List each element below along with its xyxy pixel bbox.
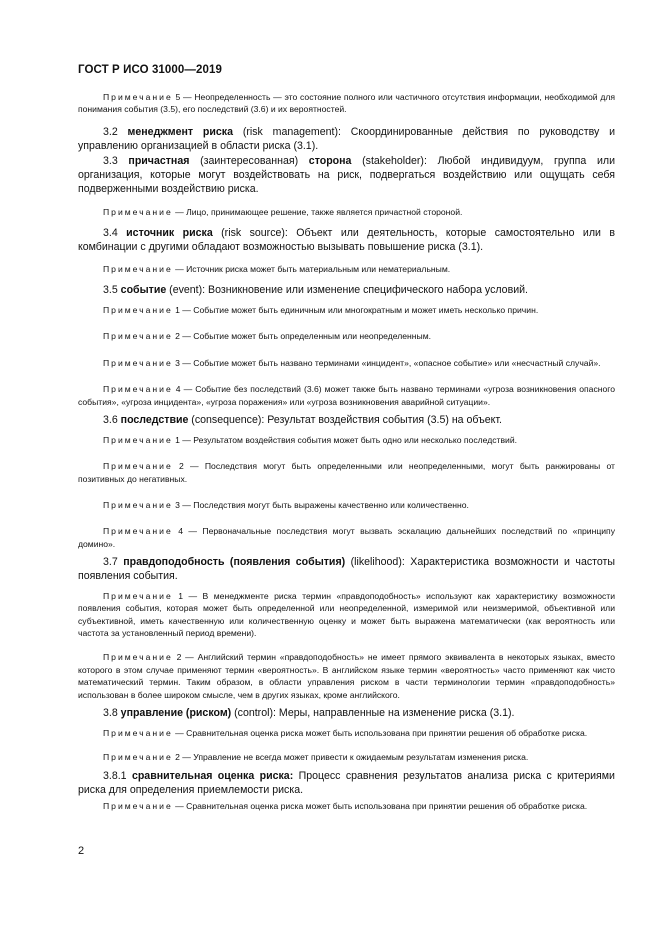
term-3-5 [78,284,615,298]
note-label: Примечание [103,801,173,812]
note-number: 3 [175,500,180,511]
note-5 [78,91,615,116]
note-text: — Лицо, принимающее решение, также является причастной стороной. [172,206,463,217]
term-title: причастная [128,155,190,168]
note-label: Примечание [103,384,173,395]
note-text: — Сравнительная оценка риска может быть использована при принятии решения об обработке риска. [175,727,588,738]
note-label: Примечание [103,500,173,511]
note-text: — Управление не всегда может привести к ожидаемым результатам изменения риска. [179,752,529,763]
note-text: — Последствия могут быть определенными или неопределенными, могут быть ранжированы от позитивных до негативных. [78,461,615,484]
note-text: — Источник риска может быть материальным или нематериальным. [172,263,451,274]
term-3-3 [78,155,615,196]
note-label: Примечание [103,206,173,217]
note-3-5-4 [78,383,615,408]
note-3-3 [78,206,615,218]
note-3-6-2 [78,460,615,485]
note-number: 4 [178,526,183,537]
term-3-2 [78,126,615,154]
note-3-5-3 [78,357,615,369]
note-number: 2 [175,331,180,342]
term-definition: (risk management): Скоординированные действия по руководству и управлению организацией в области риска (3.1). [78,125,615,152]
term-title: правдоподобность (появления события) [123,556,346,569]
term-number: 3.6 [103,414,121,427]
note-text: — Первоначальные последствия могут вызвать эскалацию дальнейших последствий по «принципу домино». [78,526,616,549]
term-title: менеджмент риска [127,125,234,138]
note-text: — Английский термин «правдоподобность» не имеет прямого эквивалента в некоторых языках, вместо которого в этом случае применяют термин «вероятность». В английском языке термин «вероятность» часто применяют как чисто математический термин. Таким образом, в области управления риском в части терминологии термин «правдоподобность» использован в более широком смысле, чем в других языках, кроме английского. [78,652,616,700]
term-definition: (stakeholder): Любой индивидуум, группа или организация, которые могут воздействовать на риск, подвергаться воздействию или ощущать себя подверженными воздействию риска. [78,155,616,195]
note-label: Примечание [103,727,173,738]
term-title: источник риска [126,227,213,240]
note-label: Примечание [103,357,173,368]
term-3-4 [78,227,615,255]
note-3-7-2 [78,651,615,701]
note-3-6-1 [78,434,615,446]
term-number: 3.2 [103,125,128,138]
note-number: 2 [179,461,184,472]
note-label: Примечание [103,331,173,342]
note-label: Примечание [103,263,173,274]
term-number: 3.7 [103,556,124,569]
term-number: 3.3 [103,155,129,168]
note-3-8-1-single [78,800,615,812]
term-definition: Процесс сравнения результатов анализа риска с критериями риска для определения приемлемости риска. [78,769,615,796]
note-number: 1 [175,305,180,315]
note-3-8-2 [78,751,615,763]
term-number: 3.5 [103,284,121,297]
note-text: — Событие может быть названо терминами «инцидент», «опасное событие» или «несчастный случай». [179,357,601,368]
term-definition: (likelihood): Характеристика возможности и частоты появления события. [78,556,615,583]
note-number: 4 [175,384,181,395]
note-label: Примечание [103,305,173,315]
note-number: 2 [176,652,182,663]
term-title: событие [120,284,167,297]
term-number: 3.8.1 [103,769,132,782]
note-label: Примечание [103,526,173,537]
term-3-8-1 [78,770,615,798]
term-title: сравнительная оценка риска: [131,769,294,782]
page-number: 2 [78,845,85,857]
note-text: — В менеджменте риска термин «правдоподобность» используют как характеристику возможности появления события, которая может быть определенной или неопределенной, измеримой или неизмеримой, объективной или субъективной, иметь качественную или количественную оценку и может быть выражена математически (как вероятность или частота за установленный период времени). [78,590,616,639]
note-number: 1 [178,590,184,601]
note-label: Примечание [103,752,173,763]
note-3-4 [78,263,615,275]
note-3-6-3 [78,499,615,511]
document-header: ГОСТ Р ИСО 31000—2019 [78,64,223,76]
note-text: — Неопределенность — это состояние полного или частичного отсутствия информации, необходимой для понимания события (3.5), его последствий (3.6) и их вероятностей. [78,92,616,115]
note-number: 5 [175,92,181,102]
term-3-7 [78,556,615,584]
note-text: — Событие может быть единичным или многократным и может иметь несколько причин. [179,305,539,315]
term-3-6 [78,414,615,428]
document-body [78,91,615,813]
term-number: 3.8 [103,707,121,720]
note-text: — Событие может быть определенным или неопределенным. [179,331,432,342]
note-3-5-1 [78,304,615,316]
note-number: 2 [175,752,180,763]
note-text: — Событие без последствий (3.6) может также быть названо терминами «угроза возникновения опасного события», «угроза инцидента», «угроза поражения» или «угроза возникновения аварийной ситуации». [78,384,615,407]
term-definition: (event): Возникновение или изменение специфического набора условий. [166,284,528,297]
note-number: 3 [175,357,180,368]
term-definition: (risk source): Объект или деятельность, которые самостоятельно или в комбинации с другими обладают возможностью вызывать повышение риска (3.1). [78,227,615,253]
note-label: Примечание [103,590,173,601]
note-label: Примечание [103,92,173,102]
term-title-part2: сторона [308,155,352,168]
note-number: 1 [175,434,180,445]
term-definition: (consequence): Результат воздействия события (3.5) на объект. [188,414,503,427]
note-label: Примечание [103,652,173,663]
note-text: — Последствия могут быть выражены качественно или количественно. [179,500,469,511]
note-3-6-4 [78,525,615,550]
term-3-8 [78,707,615,721]
term-definition: (control): Меры, направленные на изменение риска (3.1). [231,707,515,720]
note-3-5-2 [78,330,615,342]
term-title-middle: (заинтересованная) [189,155,309,168]
note-3-7-1 [78,590,615,640]
note-3-8-1 [78,727,615,739]
term-number: 3.4 [103,227,127,240]
note-text: — Результатом воздействия события может быть одно или несколько последствий. [179,434,518,445]
note-label: Примечание [103,434,173,445]
note-label: Примечание [103,461,173,472]
term-title: последствие [120,414,189,427]
term-title: управление (риском) [120,707,232,720]
note-text: — Сравнительная оценка риска может быть использована при принятии решения об обработке риска. [172,801,588,812]
